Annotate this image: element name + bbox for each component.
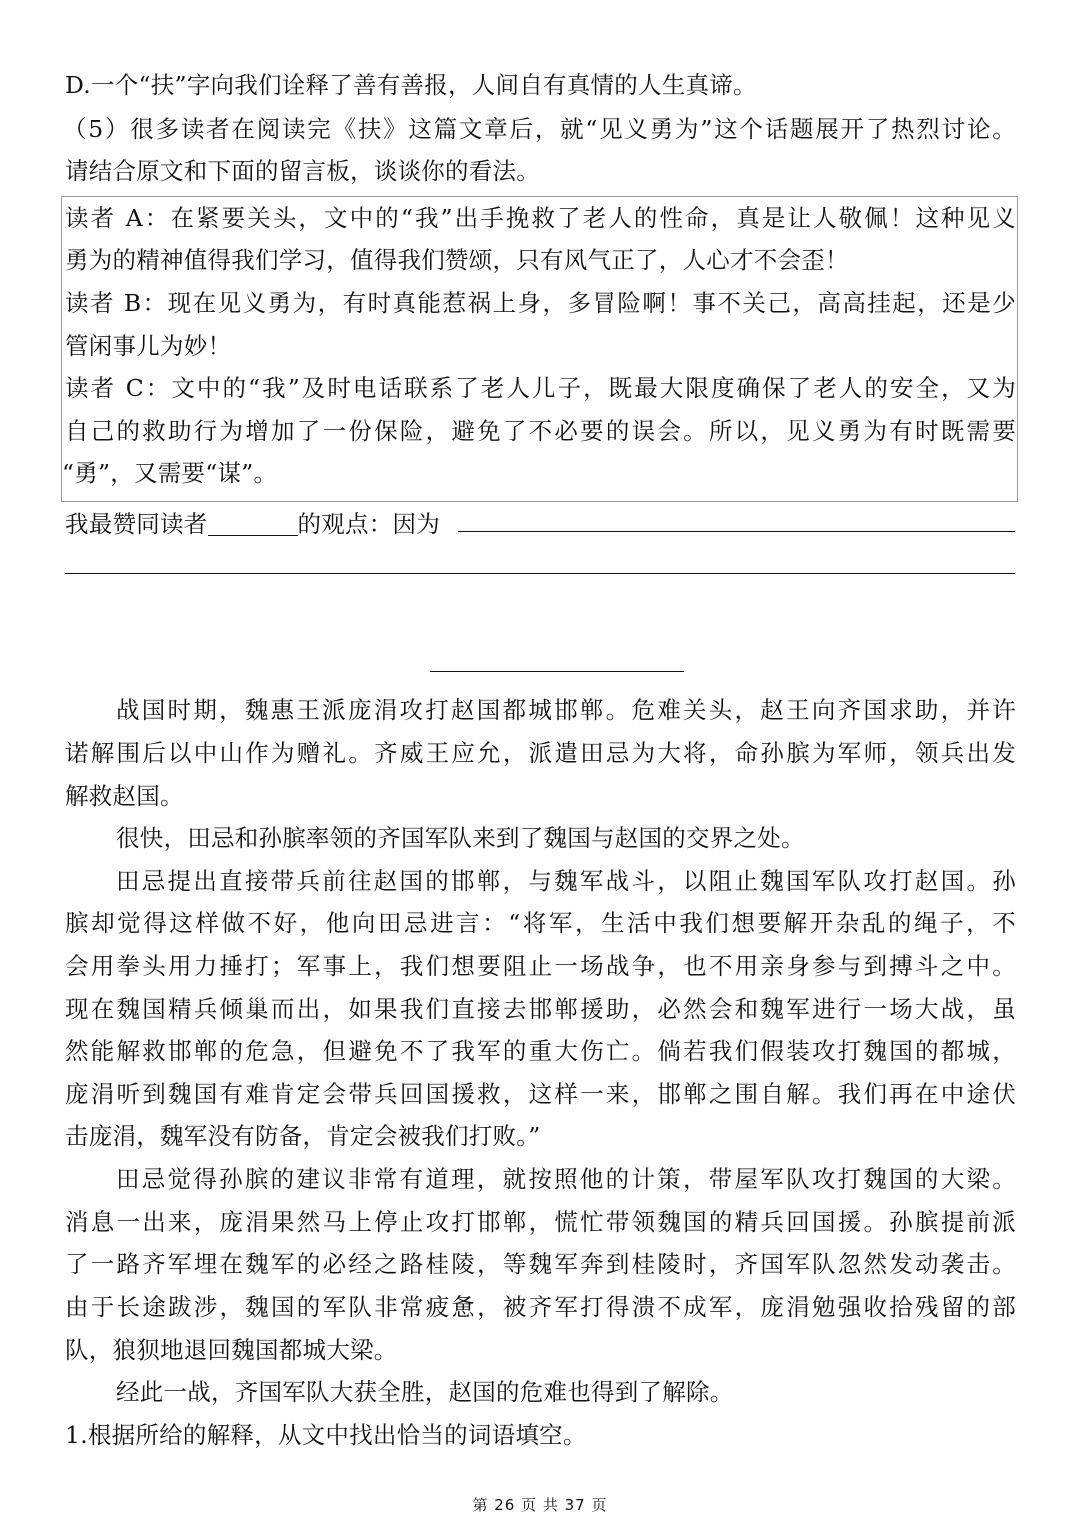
answer-line [65, 509, 1016, 537]
page-footer: 第 26 页 共 37 页 [472, 1496, 608, 1514]
passage-p4-line5: 队，狼狈地退回魏国都城大梁。 [65, 1336, 398, 1364]
passage-p2-line1: 很快，田忌和孙膑率领的齐国军队来到了魏国与赵国的交界之处。 [116, 824, 805, 852]
reader-c-line3: “勇”，又需要“谋”。 [62, 459, 278, 487]
reason-blank-line1[interactable] [458, 531, 1015, 532]
question1-prompt: 1.根据所给的解释，从文中找出恰当的词语填空。 [65, 1421, 587, 1449]
passage-p3-line6: 庞涓听到魏国有难肯定会带兵回国援救，这样一来，邯郸之围自解。我们再在中途伏 [65, 1080, 1016, 1108]
question5-prompt-line2: 请结合原文和下面的留言板，谈谈你的看法。 [65, 157, 540, 185]
passage-p3-line3: 会用拳头用力捶打；军事上，我们想要阻止一场战争，也不用亲身参与到搏斗之中。 [65, 952, 1016, 980]
passage-title-blank[interactable] [430, 671, 684, 672]
reason-blank-line2[interactable] [65, 573, 1015, 574]
reader-c-line2: 自己的救助行为增加了一份保险，避免了不必要的误会。所以，见义勇为有时既需要 [65, 417, 1016, 445]
passage-p3-line7: 击庞涓，魏军没有防备，肯定会被我们打败。” [65, 1122, 541, 1150]
passage-p3-line5: 然能解救邯郸的危急，但避免不了我军的重大伤亡。倘若我们假装攻打魏国的都城， [65, 1037, 1016, 1065]
passage-p1-line1: 战国时期，魏惠王派庞涓攻打赵国都城邯郸。危难关头，赵王向齐国求助，并许 [116, 696, 1016, 724]
reader-choice-blank[interactable] [208, 513, 298, 536]
passage-p4-line4: 由于长途跋涉，魏国的军队非常疲惫，被齐军打得溃不成军，庞涓勉强收拾残留的部 [65, 1293, 1016, 1321]
passage-p4-line2: 消息一出来，庞涓果然马上停止攻打邯郸，慌忙带领魏国的精兵回国援。孙膑提前派 [65, 1208, 1016, 1236]
passage-p5-line1: 经此一战，齐国军队大获全胜，赵国的危难也得到了解除。 [116, 1378, 734, 1406]
reader-a-line2: 勇为的精神值得我们学习，值得我们赞颂，只有风气正了，人心才不会歪！ [65, 246, 849, 274]
question4-option-d: D.一个“扶”字向我们诠释了善有善报，人间自有真情的人生真谛。 [65, 71, 757, 99]
reader-a-line1: 读者 A：在紧要关头，文中的“我”出手挽救了老人的性命，真是让人敬佩！这种见义 [65, 204, 1016, 232]
passage-p1-line3: 解救赵国。 [65, 782, 184, 810]
answer-prefix: 我最赞同读者 [65, 510, 208, 538]
question5-prompt-line1: （5）很多读者在阅读完《扶》这篇文章后，就“见义勇为”这个话题展开了热烈讨论。 [63, 115, 1016, 143]
passage-p1-line2: 诺解围后以中山作为赠礼。齐威王应允，派遣田忌为大将，命孙膑为军师，领兵出发 [65, 739, 1016, 767]
reader-c-line1: 读者 C：文中的“我”及时电话联系了老人儿子，既最大限度确保了老人的安全，又为 [65, 374, 1016, 402]
reader-b-line1: 读者 B：现在见义勇为，有时真能惹祸上身，多冒险啊！事不关己，高高挂起，还是少 [65, 289, 1016, 317]
passage-p4-line3: 了一路齐军埋在魏军的必经之路桂陵，等魏军奔到桂陵时，齐国军队忽然发动袭击。 [65, 1250, 1016, 1278]
answer-middle: 的观点：因为 [297, 510, 440, 538]
passage-p3-line4: 现在魏国精兵倾巢而出，如果我们直接去邯郸援助，必然会和魏军进行一场大战，虽 [65, 995, 1016, 1023]
passage-p3-line1: 田忌提出直接带兵前往赵国的邯郸，与魏军战斗，以阻止魏国军队攻打赵国。孙 [116, 867, 1016, 895]
passage-p4-line1: 田忌觉得孙膑的建议非常有道理，就按照他的计策，带屋军队攻打魏国的大梁。 [116, 1165, 1016, 1193]
reader-b-line2: 管闲事儿为妙！ [65, 332, 232, 360]
passage-p3-line2: 膑却觉得这样做不好，他向田忌进言：“将军，生活中我们想要解开杂乱的绳子，不 [65, 909, 1016, 937]
